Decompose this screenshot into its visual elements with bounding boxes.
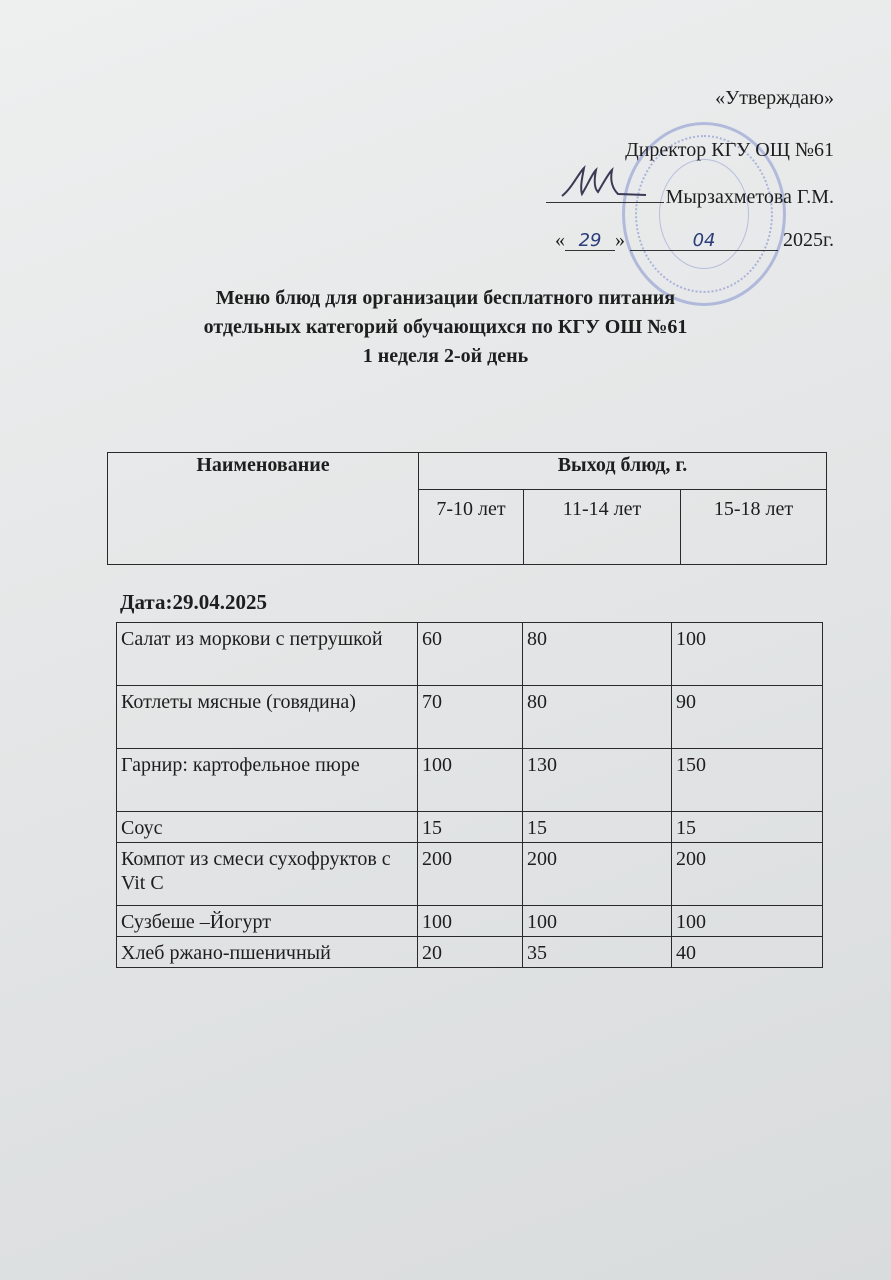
yield-7-10: 200 — [418, 843, 523, 906]
title-line-1: Меню блюд для организации бесплатного питания — [215, 287, 676, 309]
yield-11-14: 80 — [523, 686, 672, 749]
table-row — [117, 686, 823, 749]
yield-15-18: 100 — [672, 623, 823, 686]
yield-7-10: 60 — [418, 623, 523, 686]
menu-table — [116, 622, 823, 968]
table-row — [117, 843, 823, 906]
header-name: Наименование — [108, 453, 419, 565]
yield-7-10: 15 — [418, 812, 523, 843]
dish-name: Соус — [117, 812, 418, 843]
dish-name: Хлеб ржано-пшеничный — [117, 937, 418, 968]
date-year: 2025г. — [783, 229, 834, 251]
document-title — [0, 284, 891, 371]
header-age-15-18: 15-18 лет — [681, 490, 827, 565]
table-row — [117, 749, 823, 812]
signature-field — [546, 186, 664, 203]
yield-11-14: 130 — [523, 749, 672, 812]
dish-name: Гарнир: картофельное пюре — [117, 749, 418, 812]
yield-11-14: 100 — [523, 906, 672, 937]
yield-11-14: 15 — [523, 812, 672, 843]
approval-director: Директор КГУ ОЩ №61 — [625, 139, 834, 161]
title-line-3: 1 неделя 2-ой день — [362, 345, 529, 367]
menu-header-table — [107, 452, 827, 565]
table-row — [117, 623, 823, 686]
approval-title: «Утверждаю» — [715, 87, 834, 109]
dish-name: Котлеты мясные (говядина) — [117, 686, 418, 749]
approval-signature-line — [546, 186, 834, 207]
date-open-quote: « — [555, 229, 566, 251]
yield-7-10: 100 — [418, 906, 523, 937]
yield-15-18: 200 — [672, 843, 823, 906]
dish-name: Компот из смеси сухофруктов с Vit C — [117, 843, 418, 906]
yield-15-18: 15 — [672, 812, 823, 843]
title-line-2: отдельных категорий обучающихся по КГУ ОШ №61 — [203, 316, 688, 338]
date-day: 29 — [565, 232, 615, 251]
yield-7-10: 20 — [418, 937, 523, 968]
yield-7-10: 70 — [418, 686, 523, 749]
yield-11-14: 200 — [523, 843, 672, 906]
signature-icon — [558, 164, 648, 200]
header-yield: Выход блюд, г. — [419, 453, 827, 490]
table-row — [117, 906, 823, 937]
table-row — [117, 937, 823, 968]
header-age-7-10: 7-10 лет — [419, 490, 524, 565]
dish-name: Сузбеше –Йогурт — [117, 906, 418, 937]
approver-name: Мырзахметова Г.М. — [665, 186, 834, 208]
menu-date: Дата:29.04.2025 — [120, 590, 267, 614]
header-age-11-14: 11-14 лет — [524, 490, 681, 565]
yield-15-18: 90 — [672, 686, 823, 749]
yield-15-18: 150 — [672, 749, 823, 812]
yield-15-18: 100 — [672, 906, 823, 937]
yield-11-14: 35 — [523, 937, 672, 968]
dish-name: Салат из моркови с петрушкой — [117, 623, 418, 686]
yield-7-10: 100 — [418, 749, 523, 812]
date-close-quote: » — [615, 229, 626, 251]
yield-15-18: 40 — [672, 937, 823, 968]
date-month: 04 — [630, 232, 778, 251]
yield-11-14: 80 — [523, 623, 672, 686]
table-row — [117, 812, 823, 843]
approval-date — [555, 230, 834, 251]
